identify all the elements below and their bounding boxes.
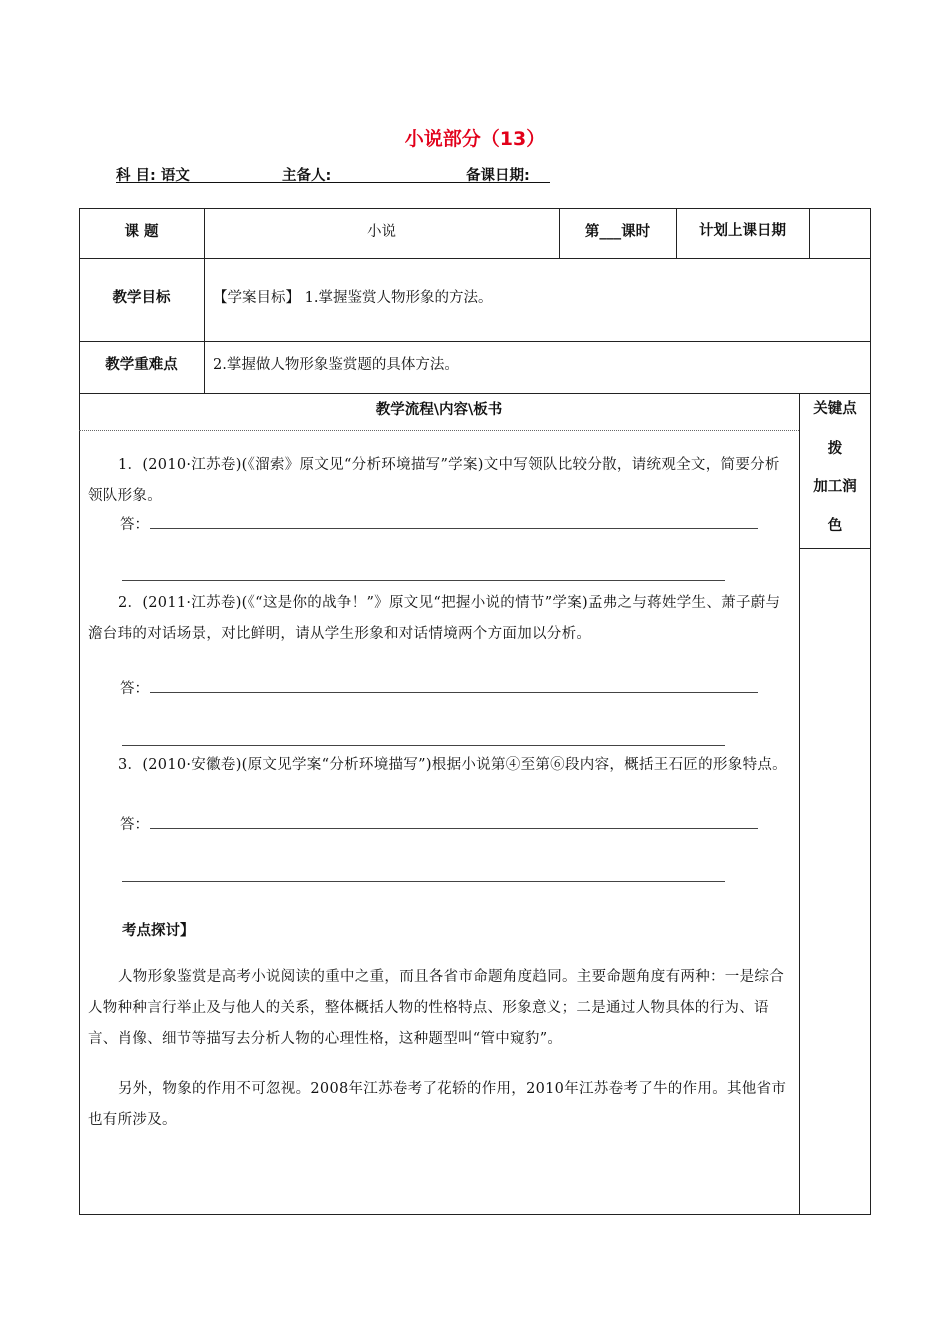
date-field: 备课日期: [466,168,530,184]
answer-label: 答： [120,817,149,833]
difficulty-text: 2.掌握做人物形象鉴赏题的具体方法。 [213,357,459,373]
preparer-field: 主备人: [282,168,332,184]
answer-line[interactable] [122,745,725,746]
answer-label: 答： [120,681,149,697]
row-divider [79,341,871,342]
side-note: 加工润 [813,479,857,495]
topic-label: 课 题 [124,224,159,240]
side-divider [799,548,871,549]
dotted-divider [79,430,799,431]
subject-field: 科 目: 语文 [116,168,190,184]
question-2: 2．(2011·江苏卷)(《“这是你的战争！”》原文见“把握小说的情节”学案)孟弗之与蒋姓学生、萧子蔚与澹台玮的对话场景，对比鲜明，请从学生形象和对话情境两个方面加以分析。 [88,595,781,642]
difficulty-label: 教学重难点 [105,357,178,373]
answer-line[interactable] [150,692,758,693]
row-divider [79,393,871,394]
side-note: 色 [827,518,843,534]
answer-line[interactable] [150,828,758,829]
col-divider [809,208,810,258]
answer-line[interactable] [122,580,725,581]
answer-line[interactable] [150,528,758,529]
question-3: 3．(2010·安徽卷)(原文见学案“分析环境描写”)根据小说第④至第⑥段内容，概括王石匠的形象特点。 [118,757,787,773]
page-title: 小说部分（13） [404,128,546,150]
plan-date-label: 计划上课日期 [699,223,786,239]
side-note: 关键点 [813,401,857,417]
goal-text: 【学案目标】 1.掌握鉴赏人物形象的方法。 [213,290,493,306]
flow-header: 教学流程\内容\板书 [375,402,503,418]
side-note: 拨 [827,441,843,457]
meta-underline [116,182,550,183]
lesson-number: 第___课时 [584,224,651,240]
body-paragraph: 人物形象鉴赏是高考小说阅读的重中之重，而且各省市命题角度趋同。主要命题角度有两种：一是综合人物种种言行举止及与他人的关系，整体概括人物的性格特点、形象意义；二是通过人物具体的行为、语言、肖像、细节等描写去分析人物的心理性格，这种题型叫“管中窥豹”。 [88,969,784,1047]
question-1: 1．(2010·江苏卷)(《溜索》原文见“分析环境描写”学案)文中写领队比较分散，请统观全文，简要分析领队形象。 [88,457,780,504]
answer-label: 答： [120,517,149,533]
body-paragraph: 另外，物象的作用不可忽视。2008年江苏卷考了花轿的作用，2010年江苏卷考了牛的作用。其他省市也有所涉及。 [88,1081,787,1128]
goal-label: 教学目标 [112,290,171,306]
topic-value: 小说 [367,224,396,240]
section-title: 考点探讨】 [122,923,195,939]
row-divider [79,258,871,259]
answer-line[interactable] [122,881,725,882]
